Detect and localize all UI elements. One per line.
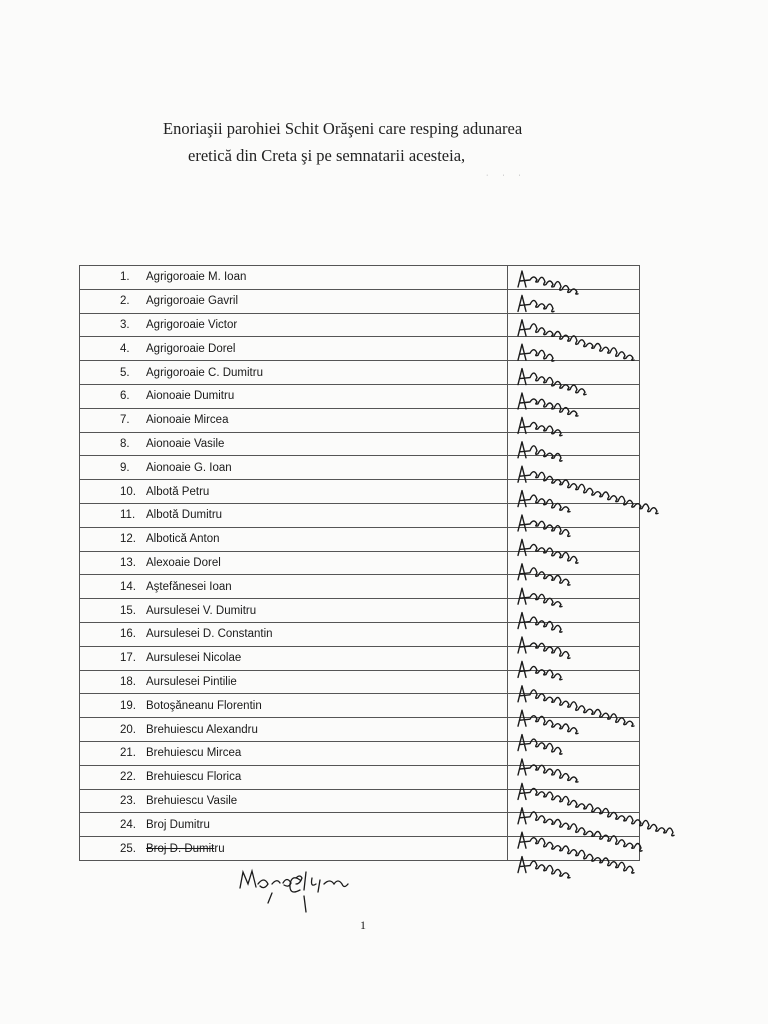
name-cell — [80, 813, 508, 837]
row-number: 12. — [120, 533, 136, 546]
person-name: Aionoaie Mircea — [146, 414, 229, 427]
struck-name: Broj D. Dumit — [146, 842, 215, 855]
name-cell — [80, 337, 508, 361]
row-number: 18. — [120, 675, 136, 688]
signature-cell — [508, 599, 640, 623]
table-row — [80, 337, 640, 361]
person-name: Brehuiescu Florica — [146, 771, 242, 784]
table-row — [80, 575, 640, 599]
name-cell — [80, 289, 508, 313]
row-number: 25. — [120, 842, 136, 855]
table-row — [80, 266, 640, 290]
signature-cell — [508, 718, 640, 742]
name-cell — [80, 480, 508, 504]
person-name: Aionoaie G. Ioan — [146, 461, 232, 474]
name-cell — [80, 408, 508, 432]
name-cell — [80, 718, 508, 742]
table-row — [80, 551, 640, 575]
signature-cell — [508, 313, 640, 337]
row-number: 3. — [120, 318, 130, 331]
signature-cell — [508, 408, 640, 432]
name-cell — [80, 432, 508, 456]
signature-cell — [508, 527, 640, 551]
signature-table — [79, 265, 640, 861]
name-cell — [80, 646, 508, 670]
person-name: Agrigoroaie Gavril — [146, 295, 239, 308]
row-number: 15. — [120, 604, 136, 617]
table-row — [80, 599, 640, 623]
row-number: 5. — [120, 366, 130, 379]
person-name: Brehuiescu Alexandru — [146, 723, 258, 736]
person-name: Aursulesei Nicolae — [146, 652, 242, 665]
table-row — [80, 670, 640, 694]
row-number: 4. — [120, 342, 130, 355]
row-number: 17. — [120, 652, 136, 665]
page-number: 1 — [360, 918, 366, 932]
signature-cell — [508, 266, 640, 290]
person-name: Alexoaie Dorel — [146, 556, 221, 569]
signature-cell — [508, 337, 640, 361]
name-cell — [80, 765, 508, 789]
person-name: Aursulesei D. Constantin — [146, 628, 273, 641]
table-row — [80, 480, 640, 504]
name-cell — [80, 313, 508, 337]
heading-line-2: eretică din Creta şi pe semnatarii acesteia, — [188, 146, 466, 165]
table-row — [80, 408, 640, 432]
person-name: Albotă Dumitru — [146, 509, 223, 522]
signature-cell — [508, 575, 640, 599]
person-name: Albotă Petru — [146, 485, 210, 498]
name-cell — [80, 503, 508, 527]
name-suffix: ru — [214, 842, 225, 855]
row-number: 23. — [120, 794, 136, 807]
person-name: Brehuiescu Mircea — [146, 747, 242, 760]
row-number: 2. — [120, 295, 130, 308]
table-row — [80, 289, 640, 313]
signature-cell — [508, 432, 640, 456]
signature-cell — [508, 289, 640, 313]
name-cell — [80, 384, 508, 408]
person-name: Broj Dumitru — [146, 818, 210, 831]
scan-specks: · · · — [486, 172, 527, 179]
signature-cell — [508, 694, 640, 718]
person-name: Brehuiescu Vasile — [146, 794, 238, 807]
row-number: 11. — [120, 509, 136, 522]
table-row — [80, 313, 640, 337]
row-number: 6. — [120, 390, 130, 403]
person-name: Botoşăneanu Florentin — [146, 699, 262, 712]
person-name: Agrigoroaie M. Ioan — [146, 271, 247, 284]
signature-cell — [508, 503, 640, 527]
name-cell — [80, 670, 508, 694]
table-row — [80, 527, 640, 551]
name-cell — [80, 575, 508, 599]
person-name: Agrigoroaie Dorel — [146, 342, 236, 355]
signature-cell — [508, 622, 640, 646]
signature-cell — [508, 789, 640, 813]
signature-cell — [508, 765, 640, 789]
row-number: 9. — [120, 461, 130, 474]
row-number: 16. — [120, 628, 136, 641]
person-name: Agrigoroaie Victor — [146, 318, 238, 331]
heading-line-1: Enoriaşii parohiei Schit Orăşeni care resping adunarea — [163, 119, 523, 138]
table-row — [80, 741, 640, 765]
person-name: Aursulesei V. Dumitru — [146, 604, 257, 617]
person-name: Aionoaie Vasile — [146, 437, 225, 450]
signature-cell — [508, 646, 640, 670]
signature-cell — [508, 813, 640, 837]
name-cell — [80, 599, 508, 623]
name-cell — [80, 837, 508, 861]
person-name: Albotică Anton — [146, 533, 220, 546]
table-row — [80, 718, 640, 742]
row-number: 21. — [120, 747, 136, 760]
table-row — [80, 361, 640, 385]
table-row — [80, 765, 640, 789]
table-row — [80, 694, 640, 718]
row-number: 14. — [120, 580, 136, 593]
name-cell — [80, 361, 508, 385]
row-number: 19. — [120, 699, 136, 712]
row25-correction-signature — [240, 871, 348, 912]
name-cell — [80, 741, 508, 765]
table-row — [80, 503, 640, 527]
signature-cell — [508, 741, 640, 765]
signature-cell — [508, 670, 640, 694]
row-number: 10. — [120, 485, 136, 498]
name-cell — [80, 551, 508, 575]
signature-cell — [508, 384, 640, 408]
signature-cell — [508, 361, 640, 385]
table-row — [80, 837, 640, 861]
table-row — [80, 432, 640, 456]
row-number: 1. — [120, 271, 130, 284]
name-cell — [80, 266, 508, 290]
row-number: 24. — [120, 818, 136, 831]
table-row — [80, 789, 640, 813]
person-name: Aursulesei Pintilie — [146, 675, 237, 688]
row-number: 7. — [120, 414, 130, 427]
signature-cell — [508, 480, 640, 504]
table-row — [80, 813, 640, 837]
row-number: 13. — [120, 556, 136, 569]
signature-cell — [508, 456, 640, 480]
signature-cell — [508, 837, 640, 861]
person-name: Agrigoroaie C. Dumitru — [146, 366, 263, 379]
person-name: Aionoaie Dumitru — [146, 390, 235, 403]
name-cell — [80, 527, 508, 551]
name-cell — [80, 622, 508, 646]
row-number: 8. — [120, 437, 130, 450]
name-cell — [80, 456, 508, 480]
table-row — [80, 456, 640, 480]
person-name: Aştefănesei Ioan — [146, 580, 232, 593]
name-cell — [80, 789, 508, 813]
signature-cell — [508, 551, 640, 575]
row-number: 20. — [120, 723, 136, 736]
table-row — [80, 646, 640, 670]
name-cell — [80, 694, 508, 718]
row-number: 22. — [120, 771, 136, 784]
table-row — [80, 384, 640, 408]
table-row — [80, 622, 640, 646]
